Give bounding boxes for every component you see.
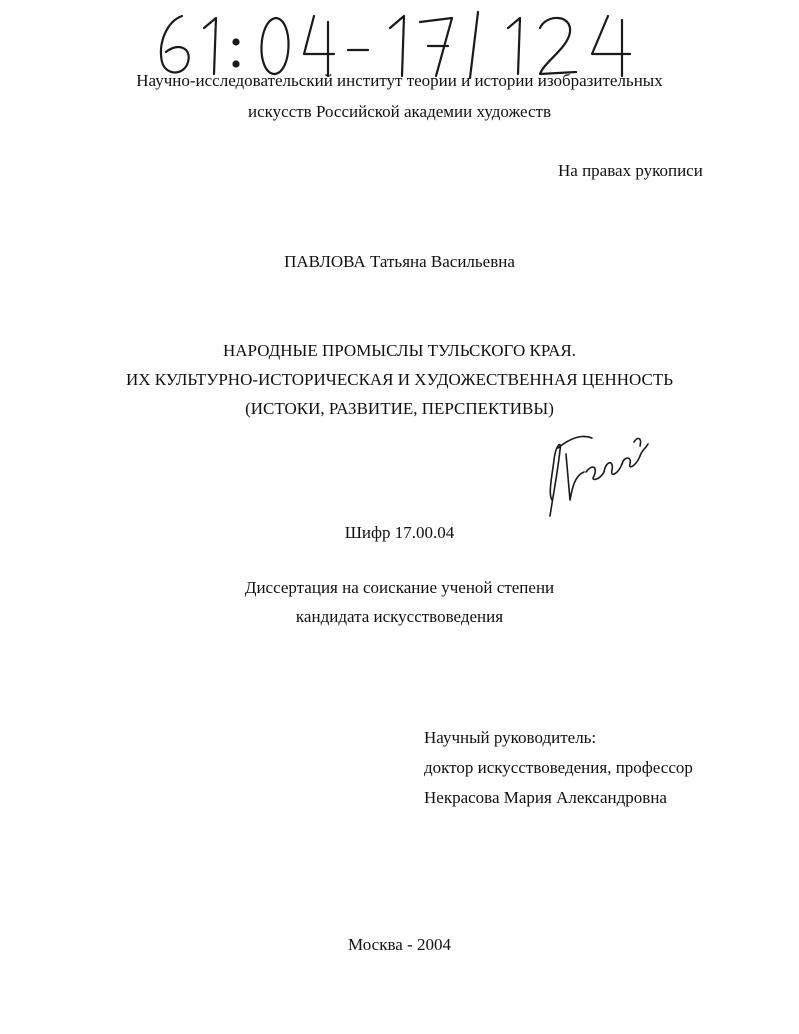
handwritten-signature	[540, 420, 650, 520]
title-line-2: ИХ КУЛЬТУРНО-ИСТОРИЧЕСКАЯ И ХУДОЖЕСТВЕННАЯ ЦЕННОСТЬ	[125, 370, 674, 389]
degree-line-1: Диссертация на соискание ученой степени	[244, 578, 555, 597]
title-line-3: (ИСТОКИ, РАЗВИТИЕ, ПЕРСПЕКТИВЫ)	[245, 399, 554, 418]
manuscript-rights: На правах рукописи	[558, 161, 703, 180]
handwritten-archive-code	[152, 8, 672, 80]
title-line-1: НАРОДНЫЕ ПРОМЫСЛЫ ТУЛЬСКОГО КРАЯ.	[223, 341, 576, 360]
supervisor-label: Научный руководитель:	[424, 728, 597, 747]
institute-line-1: Научно-исследовательский институт теории и истории изобразительных	[136, 71, 663, 90]
author-name: ПАВЛОВА Татьяна Васильевна	[284, 252, 515, 271]
institute-line-2: искусств Российской академии художеств	[248, 102, 551, 121]
supervisor-name: Некрасова Мария Александровна	[424, 788, 667, 807]
specialty-code: Шифр 17.00.04	[344, 523, 455, 542]
city-year: Москва - 2004	[348, 935, 451, 954]
degree-line-2: кандидата искусствоведения	[295, 607, 504, 626]
supervisor-position: доктор искусствоведения, профессор	[424, 758, 693, 777]
